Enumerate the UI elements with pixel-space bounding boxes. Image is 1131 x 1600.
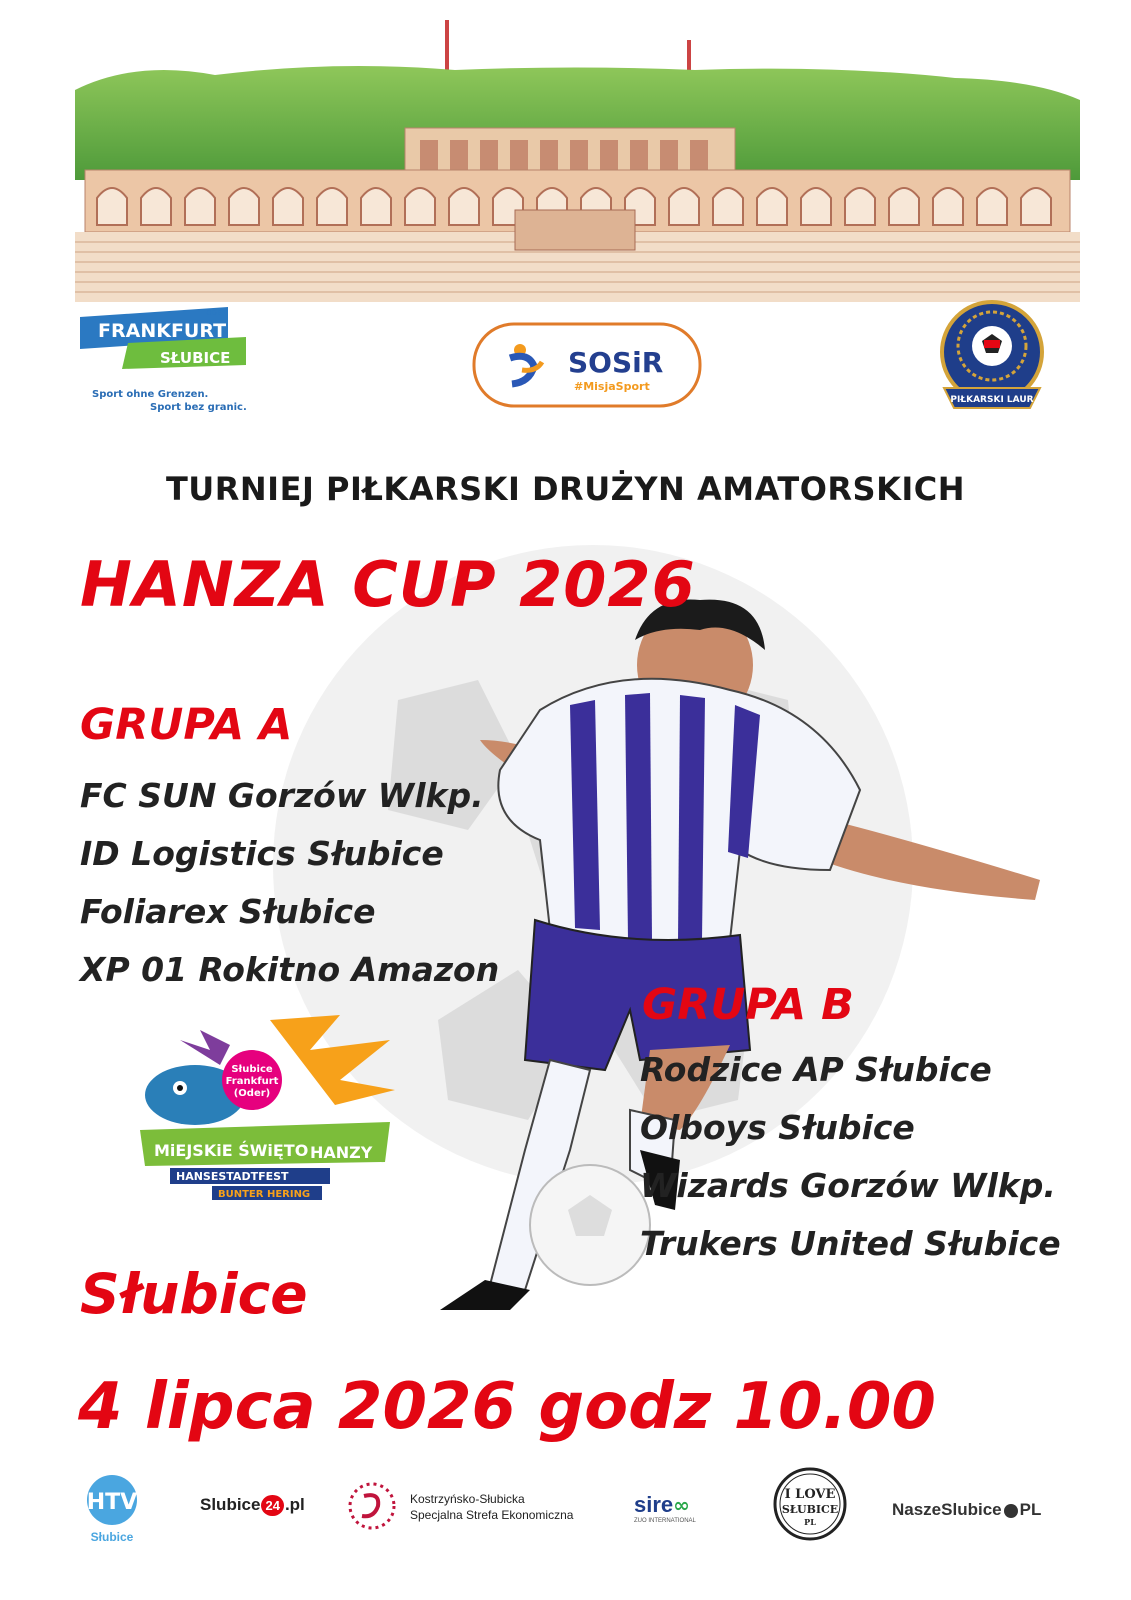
tournament-title: HANZA CUP 2026: [80, 548, 696, 621]
nasze-suffix: PL: [1019, 1500, 1042, 1519]
stadium-arch: [141, 188, 171, 225]
group-a-team-3: Foliarex Słubice: [80, 892, 376, 931]
stadium-illustration: [75, 20, 1080, 302]
pilkarski-laur-logo: [934, 296, 1050, 418]
ksse-line2: Specjalna Strefa Ekonomiczna: [410, 1508, 574, 1522]
sponsor-htv-logo: [82, 1474, 142, 1542]
fest-city3: (Oder): [233, 1088, 271, 1099]
sosir-logo: [472, 322, 702, 408]
stadium-arch: [713, 188, 743, 225]
sponsor-naszeslubice-logo: [892, 1500, 1041, 1520]
nasze-dot-icon: [1004, 1504, 1018, 1518]
ksse-line1: Kostrzyńsko-Słubicka: [410, 1492, 525, 1506]
stadium-arch: [361, 188, 391, 225]
ilove-line2: SŁUBICE: [781, 1503, 839, 1516]
stadium-arch: [845, 188, 875, 225]
stadium-arch: [273, 188, 303, 225]
stadium-arch: [449, 188, 479, 225]
slubice24-num: 24: [261, 1495, 283, 1516]
htv-text: HTV: [86, 1490, 138, 1515]
ilove-line1: I LOVE: [784, 1487, 836, 1502]
stadium-arch: [317, 188, 347, 225]
sponsor-ksse-logo: [344, 1478, 634, 1538]
tournament-subtitle: TURNIEJ PIŁKARSKI DRUŻYN AMATORSKICH: [165, 470, 966, 508]
stadium-arch: [933, 188, 963, 225]
sponsor-ilove-slubice-logo: [772, 1466, 848, 1542]
fest-line1: MiEJSKiE ŚWiĘTO: [154, 1141, 309, 1160]
sireco-name: sire: [634, 1492, 674, 1517]
fest-line3: HANSESTADTFEST: [176, 1170, 289, 1183]
stadium-arch: [405, 188, 435, 225]
group-a-team-2: ID Logistics Słubice: [80, 834, 444, 873]
frankfurt-text: FRANKFURT: [98, 320, 227, 342]
oder-text: ODER: [206, 309, 227, 317]
ilove-line3: PL: [804, 1517, 816, 1527]
htv-sub: Słubice: [90, 1530, 134, 1544]
stadium-arch: [801, 188, 831, 225]
stadium-arch: [757, 188, 787, 225]
stadium-arch: [229, 188, 259, 225]
slubice24-name: Slubice: [200, 1495, 261, 1514]
slubice-text: SŁUBICE: [160, 349, 231, 367]
group-a-team-4: XP 01 Rokitno Amazon: [80, 950, 500, 989]
fest-city1: Słubice: [231, 1064, 273, 1075]
group-b-heading: GRUPA B: [642, 980, 854, 1030]
nasze-name: NaszeSlubice: [892, 1500, 1002, 1519]
stadium-arch: [889, 188, 919, 225]
sosir-tag: #MisjaSport: [574, 380, 650, 393]
laur-name: PIŁKARSKI LAUR: [950, 395, 1034, 405]
stadium-arch: [669, 188, 699, 225]
slubice24-suffix: .pl: [284, 1495, 305, 1514]
slogan-de: Sport ohne Grenzen.: [92, 389, 209, 400]
sireco-sub: ZUO INTERNATIONAL: [634, 1518, 696, 1524]
sosir-name: SOSiR: [568, 346, 664, 379]
stadium-arch: [1021, 188, 1051, 225]
sireco-loop-icon: ∞: [673, 1493, 690, 1517]
group-a-heading: GRUPA A: [80, 700, 293, 750]
event-city: Słubice: [80, 1262, 308, 1326]
group-b-team-2: Olboys Słubice: [640, 1108, 915, 1147]
stadium-arch: [977, 188, 1007, 225]
fest-line4: BUNTER HERING: [218, 1189, 311, 1200]
fest-line2: HANZY: [310, 1143, 373, 1162]
slogan-pl: Sport bez granic.: [150, 402, 247, 413]
stadium-arch: [97, 188, 127, 225]
frankfurt-slubice-logo: [78, 303, 278, 415]
stadium-arch: [185, 188, 215, 225]
hansestadtfest-logo: [140, 1010, 400, 1210]
sponsor-slubice24-logo: [200, 1495, 305, 1516]
group-a-team-1: FC SUN Gorzów Wlkp.: [80, 776, 484, 815]
event-datetime: 4 lipca 2026 godz 10.00: [78, 1370, 936, 1444]
group-b-team-1: Rodzice AP Słubice: [640, 1050, 992, 1089]
group-b-team-3: Wizards Gorzów Wlkp.: [640, 1166, 1056, 1205]
sponsor-sireco-logo: [634, 1492, 734, 1524]
group-b-team-4: Trukers United Słubice: [640, 1224, 1061, 1263]
fest-city2: Frankfurt: [225, 1076, 279, 1087]
